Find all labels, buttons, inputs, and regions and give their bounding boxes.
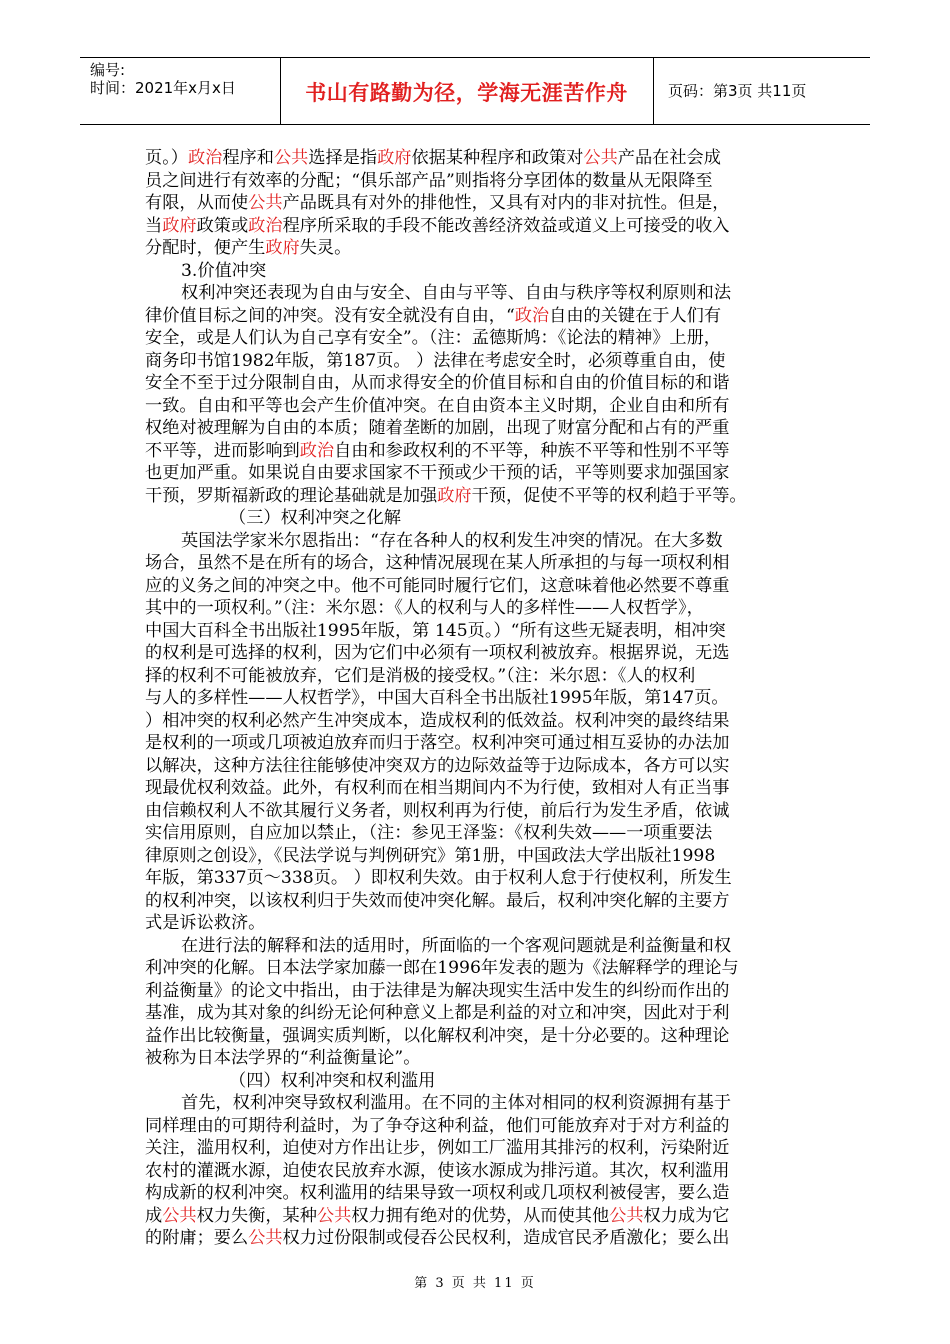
text-segment: 有限，从而使: [145, 193, 249, 213]
text-line: [145, 237, 805, 260]
text-line: [145, 192, 805, 215]
highlighted-term: 政治: [299, 440, 335, 461]
text-segment: 关注，滥用权利，迫使对方作出让步，例如工厂滥用其排污的权利，污染附近: [145, 1138, 730, 1158]
text-line: [145, 935, 805, 958]
text-segment: 权利冲突还表现为自由与安全、自由与平等、自由与秩序等权利原则和法: [181, 283, 732, 303]
text-segment: 商务印书馆1982年版，第187页。 ）法律在考虑安全时，必须尊重自由，使: [145, 350, 726, 371]
text-line: [145, 620, 805, 643]
text-line: [145, 1205, 805, 1228]
text-segment: 失灵。: [299, 238, 352, 258]
text-line: [145, 732, 805, 755]
header-top-rule: [80, 57, 870, 58]
text-segment: 场合，虽然不是在所有的场合，这种情况展现在某人所承担的与每一项权利相: [145, 553, 730, 573]
text-line: [145, 350, 805, 373]
highlighted-term: 政府: [265, 238, 300, 258]
text-segment: （三）权利冲突之化解: [229, 508, 401, 528]
text-segment: 的附庸；要么: [145, 1228, 249, 1248]
text-line: [145, 327, 805, 350]
text-segment: 被称为日本法学界的“利益衡量论”。: [145, 1048, 421, 1068]
highlighted-term: 公共: [248, 1228, 283, 1248]
text-segment: 自由和参政权利的不平等，种族不平等和性别不平等: [334, 440, 730, 461]
document-body: [145, 147, 805, 1250]
text-line: [145, 372, 805, 395]
text-segment: 也更加严重。如果说自由要求国家不干预或少干预的话，平等则要求加强国家: [145, 463, 730, 483]
text-segment: 员之间进行有效率的分配；“俱乐部产品”则指将分享团体的数量从无限降至: [145, 170, 713, 191]
highlighted-term: 政府: [437, 485, 472, 506]
text-line: [145, 755, 805, 778]
text-line: [145, 1227, 805, 1250]
document-header: [80, 57, 870, 125]
text-line: [145, 507, 805, 530]
text-line: [145, 417, 805, 440]
text-segment: 年版，第337页～338页。 ）即权利失效。由于权利人怠于行使权利，所发生: [145, 868, 732, 888]
text-line: [145, 1092, 805, 1115]
highlighted-term: 政治: [248, 215, 283, 236]
text-segment: 依据某种程序和政策对: [411, 148, 584, 168]
text-line: [145, 1002, 805, 1025]
highlighted-term: 政治: [187, 148, 223, 168]
text-line: [145, 1160, 805, 1183]
text-segment: （四）权利冲突和权利滥用: [229, 1070, 436, 1091]
text-segment: 权力拥有绝对的优势，从而使其他: [351, 1205, 610, 1226]
text-segment: 以解决，这种方法往往能够使冲突双方的边际效益等于边际成本，各方可以实: [145, 755, 730, 776]
text-segment: 式是诉讼救济。: [145, 913, 266, 933]
text-segment: 干预，促使不平等的权利趋于平等。: [471, 485, 747, 506]
text-segment: 其中的一项权利。”（注：米尔恩：《人的权利与人的多样性——人权哲学》，: [145, 598, 704, 618]
text-line: [145, 170, 805, 193]
text-segment: 权力失衡，某种: [196, 1205, 317, 1226]
text-line: [145, 867, 805, 890]
text-line: [145, 890, 805, 913]
text-segment: 利冲突的化解。日本法学家加藤一郎在1996年发表的题为《法解释学的理论与: [145, 958, 739, 978]
text-segment: 安全，或是人们认为自己享有安全”。（注：孟德斯鸠：《论法的精神》上册，: [145, 328, 721, 348]
text-segment: 现最优权利效益。此外，有权利而在相当期间内不为行使，致相对人有正当事: [145, 778, 730, 798]
text-line: [145, 440, 805, 463]
text-segment: 利益衡量》的论文中指出，由于法律是为解决现实生活中发生的纠纷而作出的: [145, 980, 730, 1001]
text-line: [145, 845, 805, 868]
text-segment: 成: [145, 1205, 163, 1226]
header-meta: [90, 61, 236, 97]
text-line: [145, 215, 805, 238]
text-line: [145, 485, 805, 508]
text-segment: 同样理由的可期待利益时，为了争夺这种利益，他们可能放弃对于对方利益的: [145, 1115, 730, 1136]
highlighted-term: 政治: [514, 305, 550, 326]
highlighted-term: 公共: [609, 1205, 644, 1226]
highlighted-term: 公共: [583, 148, 618, 168]
text-line: [145, 665, 805, 688]
text-line: [145, 530, 805, 553]
text-line: [145, 575, 805, 598]
text-line: [145, 912, 805, 935]
text-line: [145, 777, 805, 800]
text-line: [145, 1047, 805, 1070]
text-segment: 当: [145, 215, 163, 236]
text-segment: 分配时，便产生: [145, 238, 266, 258]
text-line: [145, 710, 805, 733]
text-segment: 权力过份限制或侵吞公民权利，造成官民矛盾激化；要么出: [282, 1228, 730, 1248]
highlighted-term: 公共: [316, 1205, 352, 1226]
text-line: [145, 800, 805, 823]
text-segment: 益作出比较衡量，强调实质判断，以化解权利冲突，是十分必要的。这种理论: [145, 1025, 730, 1046]
text-line: [145, 462, 805, 485]
text-segment: 律原则之创设》，《民法学说与判例研究》第1册，中国政法大学出版社1998: [145, 845, 716, 866]
text-line: [145, 1182, 805, 1205]
highlighted-term: 公共: [248, 193, 283, 213]
text-line: [145, 260, 805, 283]
text-segment: 权力成为它: [643, 1205, 730, 1226]
text-segment: 不平等，进而影响到: [145, 440, 300, 461]
text-line: [145, 687, 805, 710]
text-segment: 律价值目标之间的冲突。没有安全就没有自由，“: [145, 305, 515, 326]
text-segment: 首先，权利冲突导致权利滥用。在不同的主体对相同的权利资源拥有基于: [181, 1093, 732, 1113]
text-segment: 农村的灌溉水源，迫使农民放弃水源，使该水源成为排污道。其次，权利滥用: [145, 1160, 730, 1181]
text-segment: ）相冲突的权利必然产生冲突成本，造成权利的低效益。权利冲突的最终结果: [145, 710, 730, 731]
text-segment: 政策或: [196, 215, 249, 236]
text-segment: 3.价值冲突: [181, 260, 267, 281]
highlighted-term: 政府: [162, 215, 197, 236]
text-segment: 权绝对被理解为自由的本质；随着垄断的加剧，出现了财富分配和占有的严重: [145, 418, 730, 438]
text-line: [145, 957, 805, 980]
text-line: [145, 147, 805, 170]
text-segment: 安全不至于过分限制自由，从而求得安全的价值目标和自由的价值目标的和谐: [145, 373, 730, 393]
header-time-label: 时间：2021年x月x日: [90, 79, 236, 97]
text-line: [145, 597, 805, 620]
text-line: [145, 642, 805, 665]
text-segment: 是权利的一项或几项被迫放弃而归于落空。权利冲突可通过相互妥协的办法加: [145, 733, 730, 753]
text-line: [145, 1115, 805, 1138]
text-line: [145, 305, 805, 328]
text-segment: 择的权利不可能被放弃，它们是消极的接受权。”（注：米尔恩：《人的权利: [145, 665, 696, 686]
text-segment: 程序所采取的手段不能改善经济效益或道义上可接受的收入: [282, 215, 730, 236]
text-segment: 构成新的权利冲突。权利滥用的结果导致一项权利或几项权利被侵害，要么造: [145, 1183, 730, 1203]
text-segment: 程序和: [222, 148, 274, 168]
text-segment: 的权利是可选择的权利，因为它们中必须有一项权利被放弃。根据界说，无选: [145, 643, 730, 663]
text-line: [145, 282, 805, 305]
text-segment: 一致。自由和平等也会产生价值冲突。在自由资本主义时期，企业自由和所有: [145, 395, 730, 416]
header-number-label: 编号:: [90, 61, 126, 79]
text-segment: 产品在社会成: [617, 148, 721, 168]
text-segment: 与人的多样性——人权哲学》，中国大百科全书出版社1995年版，第147页。: [145, 688, 729, 708]
text-segment: 页。）: [145, 148, 188, 168]
header-divider-right: [653, 57, 654, 125]
text-segment: 自由的关键在于人们有: [549, 305, 722, 326]
text-line: [145, 552, 805, 575]
text-segment: 由信赖权利人不欲其履行义务者，则权利再为行使，前后行为发生矛盾，依诚: [145, 800, 730, 821]
text-segment: 干预，罗斯福新政的理论基础就是加强: [145, 485, 438, 506]
highlighted-term: 公共: [162, 1205, 197, 1226]
text-line: [145, 822, 805, 845]
text-segment: 中国大百科全书出版社1995年版，第 145页。）“所有这些无疑表明，相冲突: [145, 620, 726, 641]
text-line: [145, 1137, 805, 1160]
text-line: [145, 1025, 805, 1048]
header-motto: 书山有路勤为径，学海无涯苦作舟: [305, 81, 628, 105]
text-segment: 应的义务之间的冲突之中。他不可能同时履行它们，这意味着他必然要不尊重: [145, 575, 730, 596]
text-segment: 实信用原则，自应加以禁止，（注：参见王泽鉴：《权利失效——一项重要法: [145, 823, 713, 843]
text-segment: 基准，成为其对象的纠纷无论何种意义上都是利益的对立和冲突，因此对于利: [145, 1003, 730, 1023]
header-page-info: 页码：第3页 共11页: [668, 82, 807, 100]
text-segment: 在进行法的解释和法的适用时，所面临的一个客观问题就是利益衡量和权: [181, 935, 732, 956]
text-segment: 英国法学家米尔恩指出：“存在各种人的权利发生冲突的情况。在大多数: [181, 530, 723, 551]
text-segment: 选择是指: [308, 148, 378, 168]
header-bottom-rule: [80, 124, 870, 125]
highlighted-term: 公共: [273, 148, 309, 168]
highlighted-term: 政府: [377, 148, 412, 168]
text-line: [145, 395, 805, 418]
text-line: [145, 980, 805, 1003]
page-footer: 第 3 页 共 11 页: [414, 1276, 536, 1291]
text-line: [145, 1070, 805, 1093]
text-segment: 的权利冲突，以该权利归于失效而使冲突化解。最后，权利冲突化解的主要方: [145, 890, 730, 911]
text-segment: 产品既具有对外的排他性，又具有对内的非对抗性。但是，: [282, 193, 730, 213]
